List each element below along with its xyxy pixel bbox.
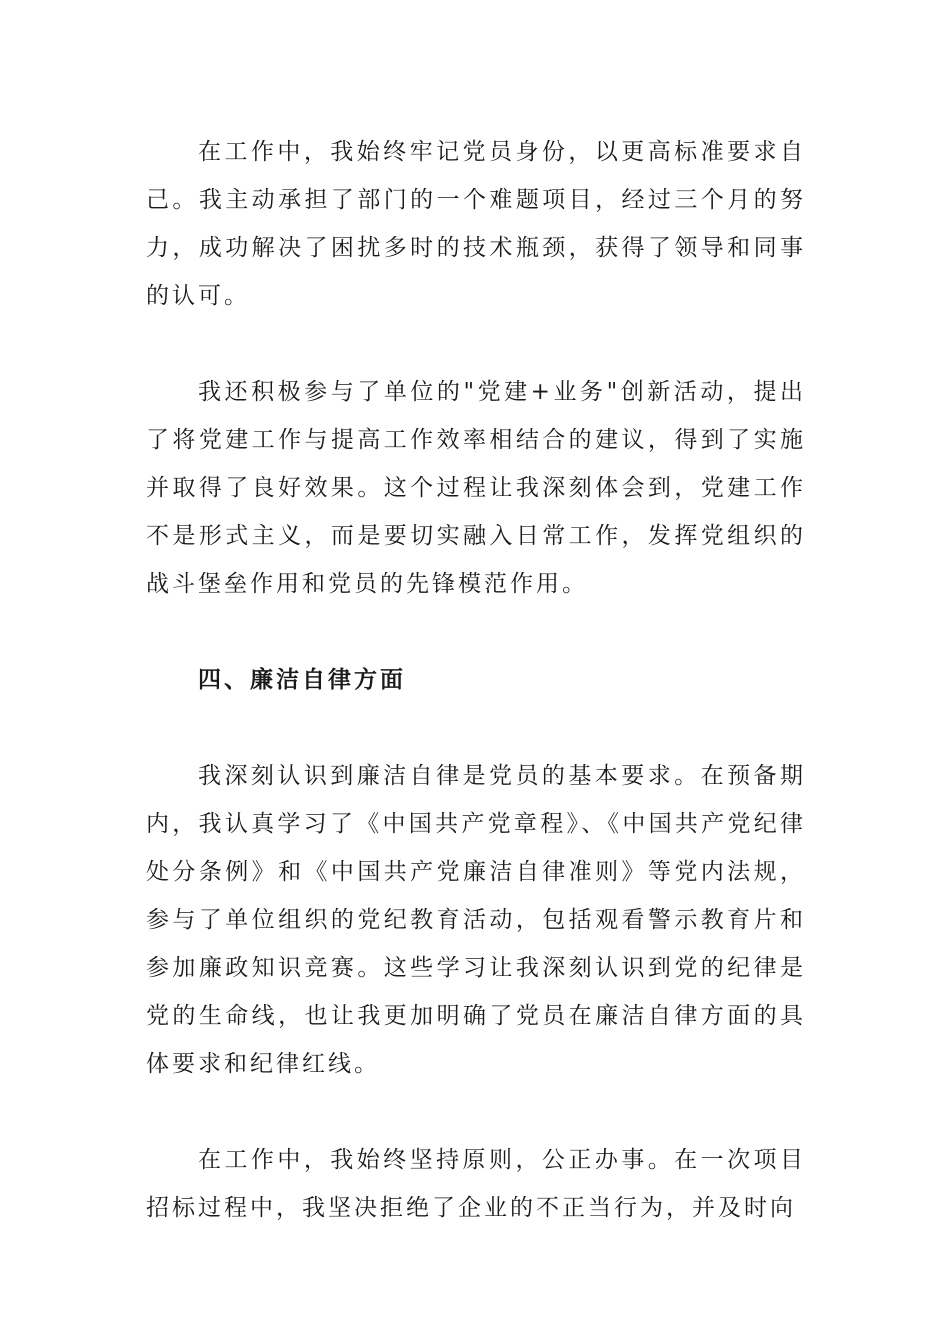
paragraph-party-building: 我还积极参与了单位的"党建+业务"创新活动，提出了将党建工作与提高工作效率相结合的建议，得到了实施并取得了良好效果。这个过程让我深刻体会到，党建工作不是形式主义，而是要切实融入日常工作，发挥党组织的战斗堡垒作用和党员的先锋模范作用。	[146, 379, 806, 597]
paragraph-integrity-study: 我深刻认识到廉洁自律是党员的基本要求。在预备期内，我认真学习了《中国共产党章程》、《中国共产党纪律处分条例》和《中国共产党廉洁自律准则》等党内法规，参与了单位组织的党纪教育活动，包括观看警示教育片和参加廉政知识竞赛。这些学习让我深刻认识到党的纪律是党的生命线，也让我更加明确了党员在廉洁自律方面的具体要求和纪律红线。	[146, 763, 806, 1077]
document-body	[146, 128, 806, 1232]
section-heading-integrity: 四、廉洁自律方面	[198, 667, 406, 693]
paragraph-integrity-practice: 在工作中，我始终坚持原则，公正办事。在一次项目招标过程中，我坚决拒绝了企业的不正当行为，并及时向	[146, 1147, 806, 1221]
paragraph-work-identity: 在工作中，我始终牢记党员身份，以更高标准要求自己。我主动承担了部门的一个难题项目，经过三个月的努力，成功解决了困扰多时的技术瓶颈，获得了领导和同事的认可。	[146, 139, 806, 309]
